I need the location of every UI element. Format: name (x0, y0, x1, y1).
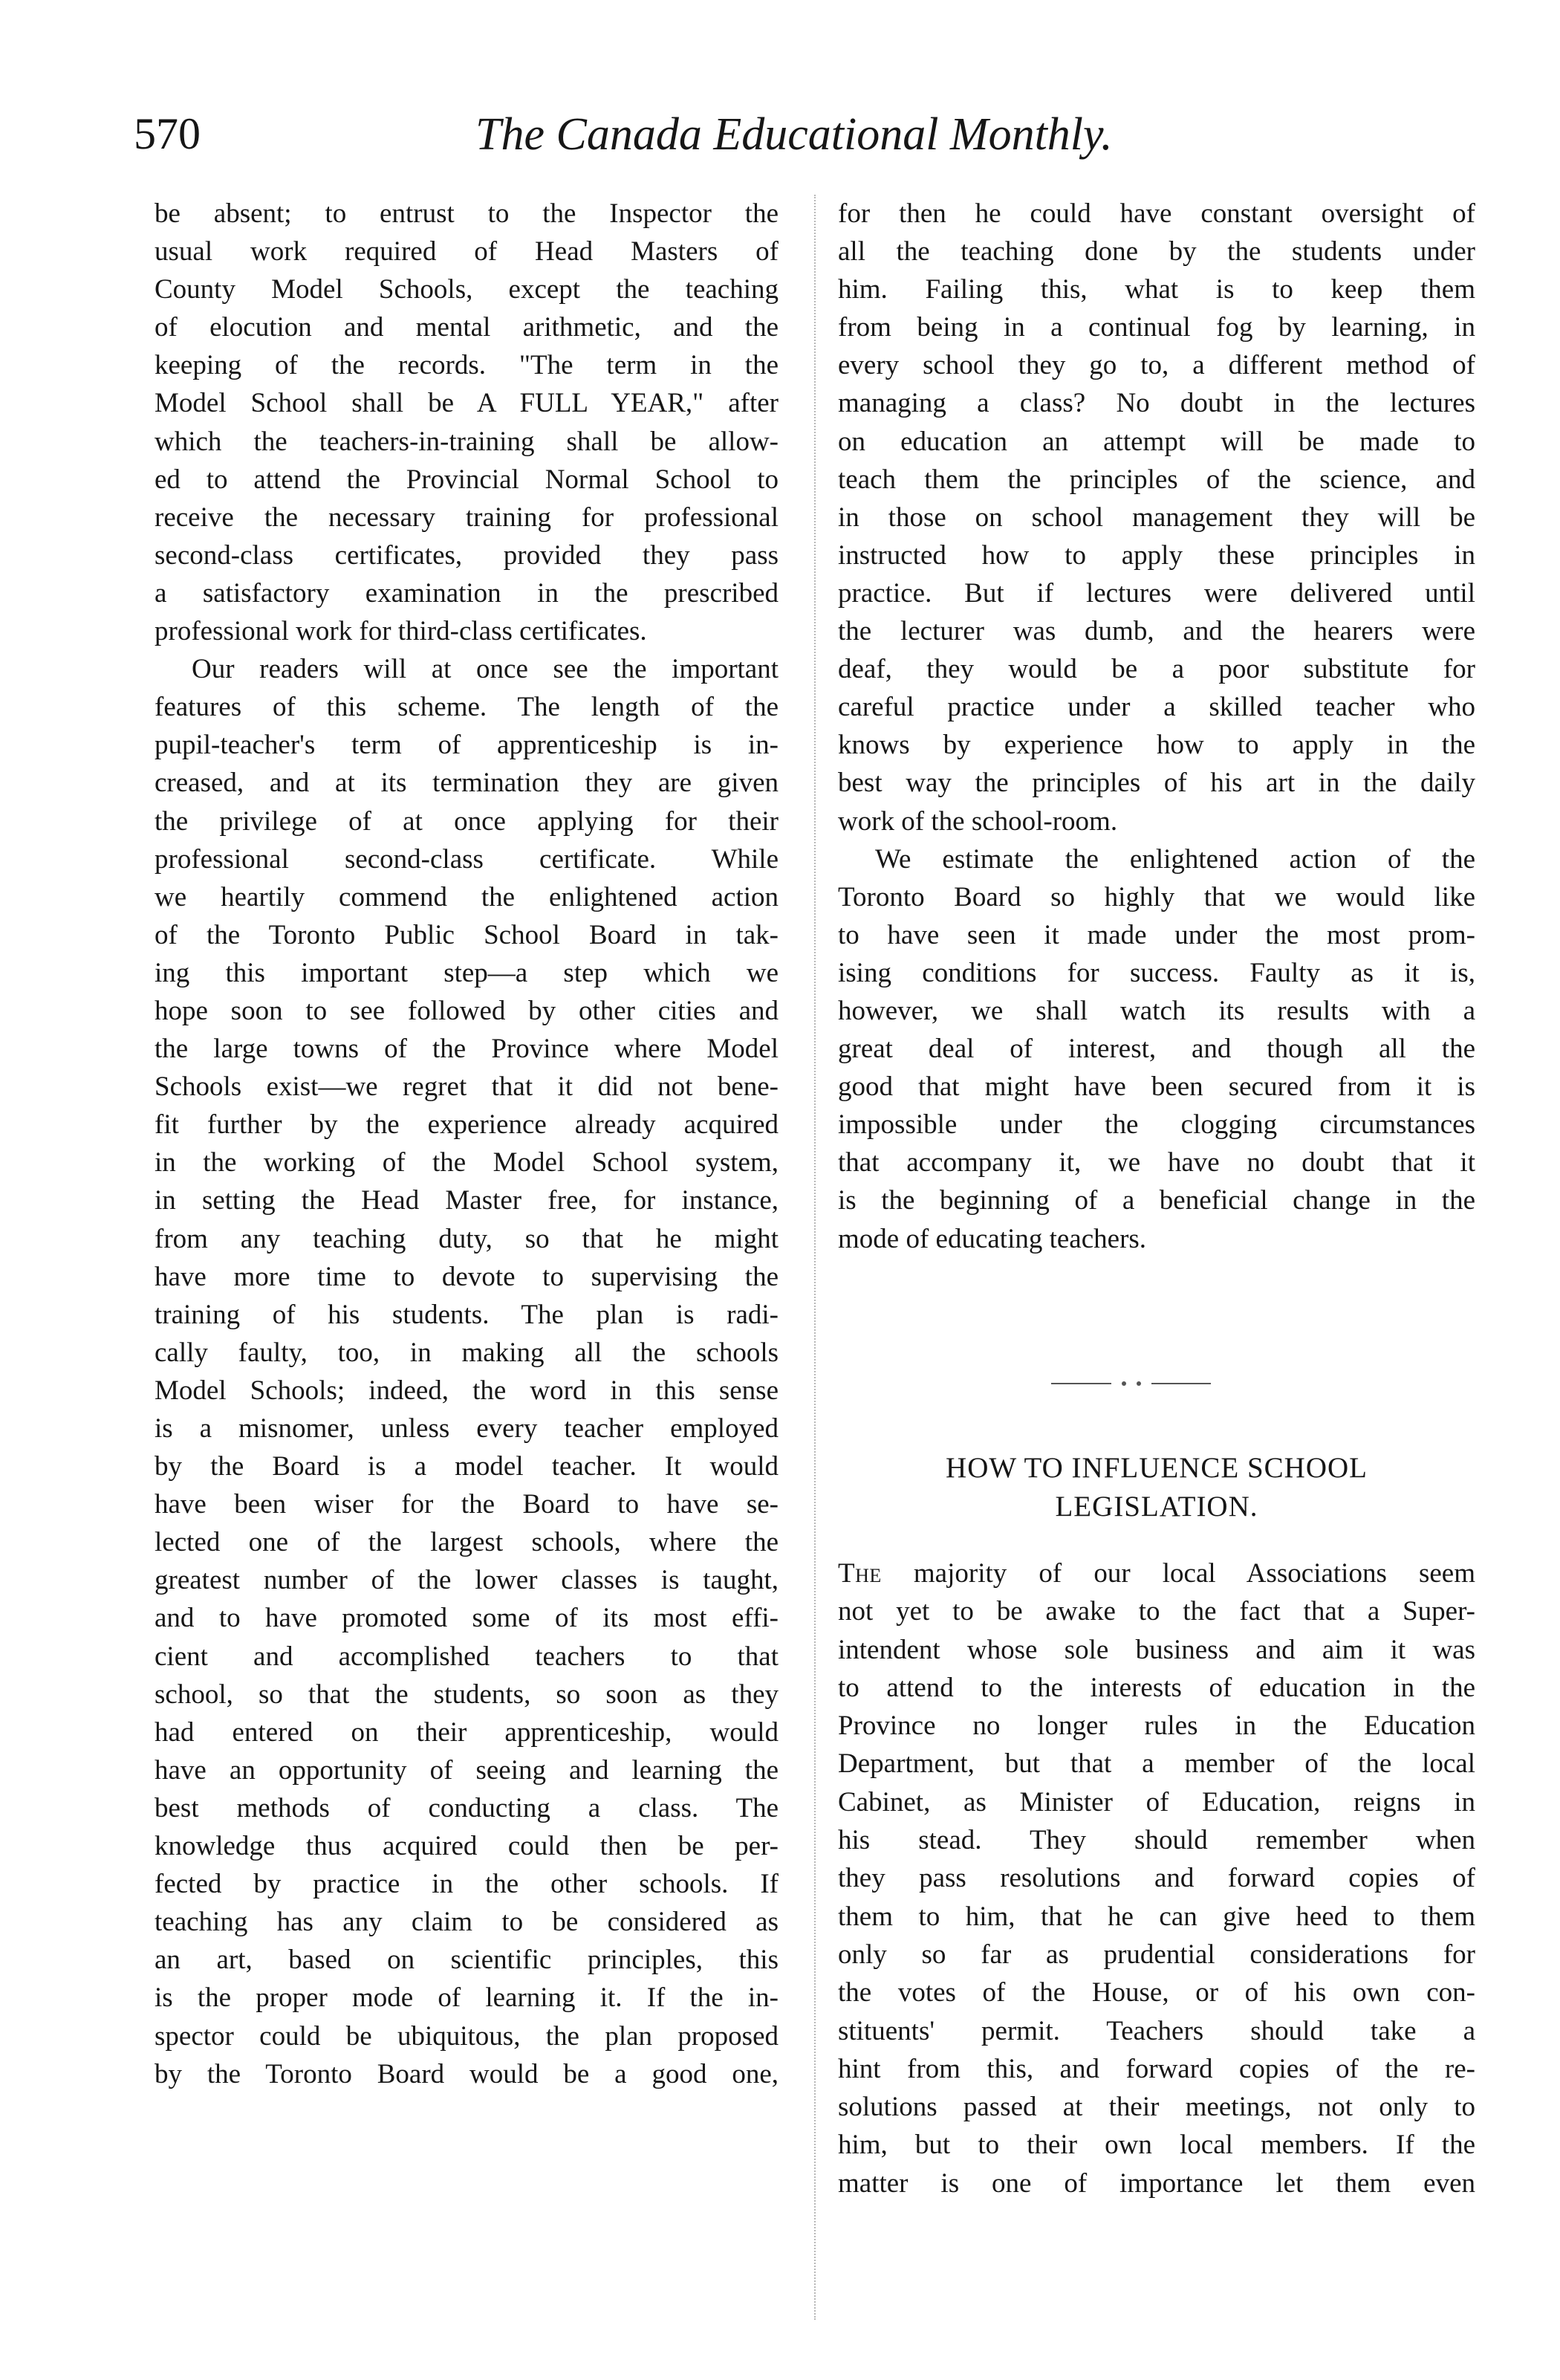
text-line: to attend to the interests of education in the (838, 1672, 1475, 1703)
text-line: knowledge thus acquired could then be per- (155, 1831, 779, 1862)
ornament-dot (1137, 1381, 1141, 1386)
right-paragraph-2 (838, 840, 1475, 1258)
text-line: usual work required of Head Masters of (155, 236, 779, 267)
section-ornament (1051, 1371, 1211, 1396)
text-line: impossible under the clogging circumstances (838, 1109, 1475, 1141)
text-line: matter is one of importance let them even (838, 2167, 1475, 2199)
text-line: however, we shall watch its results with a (838, 995, 1475, 1026)
column-divider (814, 195, 816, 2320)
text-line: Schools exist—we regret that it did not bene- (155, 1071, 779, 1103)
text-line: instructed how to apply these principles in (838, 539, 1475, 571)
text-line: have an opportunity of seeing and learning the (155, 1754, 779, 1786)
ornament-rule (1051, 1383, 1111, 1384)
text-line: Department, but that a member of the local (838, 1748, 1475, 1780)
text-line: and to have promoted some of its most effi- (155, 1603, 779, 1634)
text-line: from being in a continual fog by learning, in (838, 312, 1475, 343)
ornament-rule (1151, 1383, 1212, 1384)
text-line: not yet to be awake to the fact that a Super- (838, 1596, 1475, 1627)
text-line: teaching has any claim to be considered as (155, 1907, 779, 1938)
text-line: majority of our local Associations seem (913, 1558, 1475, 1589)
text-line: best way the principles of his art in the daily (838, 768, 1475, 799)
text-line: is the proper mode of learning it. If the in- (155, 1982, 779, 2014)
text-line: by the Toronto Board would be a good one, (155, 2058, 779, 2089)
text-line: in those on school management they will be (838, 502, 1475, 533)
text-line: him. Failing this, what is to keep them (838, 274, 1475, 305)
text-line: on education an attempt will be made to (838, 426, 1475, 457)
text-line: that accompany it, we have no doubt that it (838, 1147, 1475, 1178)
text-line: Our readers will at once see the important (192, 654, 779, 685)
text-line: ed to attend the Provincial Normal School to (155, 464, 779, 495)
text-line: the large towns of the Province where Model (155, 1034, 779, 1065)
text-line: only so far as prudential considerations for (838, 1939, 1475, 1970)
running-title: The Canada Educational Monthly. (475, 109, 1113, 160)
page-number: 570 (134, 109, 201, 158)
text-line: be absent; to entrust to the Inspector the (155, 198, 779, 229)
section-first-word: The (838, 1558, 882, 1589)
text-line: a satisfactory examination in the prescribed (155, 577, 779, 609)
text-line: best methods of conducting a class. The (155, 1792, 779, 1823)
text-line: features of this scheme. The length of the (155, 692, 779, 723)
text-line: cally faulty, too, in making all the schools (155, 1337, 779, 1368)
text-line: him, but to their own local members. If the (838, 2130, 1475, 2161)
text-line: ing this important step—a step which we (155, 957, 779, 988)
text-line: fected by practice in the other schools. If (155, 1869, 779, 1900)
ornament-dot (1122, 1381, 1126, 1386)
text-line: teach them the principles of the science, and (838, 464, 1475, 495)
text-line: fit further by the experience already acquired (155, 1109, 779, 1141)
text-line: deaf, they would be a poor substitute for (838, 654, 1475, 685)
text-line-first (838, 1554, 1475, 1592)
text-line: managing a class? No doubt in the lectures (838, 388, 1475, 419)
text-line: mode of educating teachers. (838, 1223, 1147, 1254)
text-line: intendent whose sole business and aim it was (838, 1634, 1475, 1665)
text-line: stituents' permit. Teachers should take a (838, 2015, 1475, 2046)
text-line: receive the necessary training for professional (155, 502, 779, 533)
section-heading (838, 1449, 1475, 1526)
text-line: have been wiser for the Board to have se- (155, 1489, 779, 1520)
text-line: which the teachers-in-training shall be allow- (155, 426, 779, 457)
text-line: greatest number of the lower classes is taught, (155, 1565, 779, 1596)
text-line: We estimate the enlightened action of the (875, 843, 1475, 875)
text-line: had entered on their apprenticeship, would (155, 1716, 779, 1748)
text-line: keeping of the records. "The term in the (155, 350, 779, 381)
text-line: of the Toronto Public School Board in tak- (155, 919, 779, 950)
text-line: we heartily commend the enlightened action (155, 881, 779, 912)
text-line: to have seen it made under the most prom- (838, 919, 1475, 950)
text-line: cient and accomplished teachers to that (155, 1641, 779, 1672)
right-column (838, 195, 1475, 1258)
text-line: for then he could have constant oversight of (838, 198, 1475, 229)
text-line: the privilege of at once applying for their (155, 805, 779, 837)
heading-line: HOW TO INFLUENCE SCHOOL (946, 1452, 1368, 1484)
text-line: is a misnomer, unless every teacher employed (155, 1413, 779, 1444)
text-line: lected one of the largest schools, where the (155, 1527, 779, 1558)
text-line: hint from this, and forward copies of the re- (838, 2053, 1475, 2084)
left-column (155, 195, 779, 2093)
text-line: by the Board is a model teacher. It would (155, 1451, 779, 1482)
text-line: an art, based on scientific principles, this (155, 1945, 779, 1976)
text-line: spector could be ubiquitous, the plan proposed (155, 2020, 779, 2052)
text-line: of elocution and mental arithmetic, and the (155, 312, 779, 343)
text-line: have more time to devote to supervising the (155, 1261, 779, 1292)
text-line: professional work for third-class certificates. (155, 616, 647, 647)
text-line: Toronto Board so highly that we would like (838, 881, 1475, 912)
text-line: ising conditions for success. Faulty as it is, (838, 957, 1475, 988)
text-line: Model School shall be A FULL YEAR," after (155, 388, 779, 419)
section-body (838, 1554, 1475, 2202)
text-line: hope soon to see followed by other cities and (155, 995, 779, 1026)
left-paragraph-1 (155, 195, 779, 650)
text-line: great deal of interest, and though all the (838, 1034, 1475, 1065)
text-line: Model Schools; indeed, the word in this sense (155, 1375, 779, 1406)
text-line: practice. But if lectures were delivered until (838, 577, 1475, 609)
left-paragraph-2 (155, 650, 779, 2093)
text-line: training of his students. The plan is radi- (155, 1299, 779, 1330)
text-line: work of the school-room. (838, 805, 1118, 837)
text-line: careful practice under a skilled teacher who (838, 692, 1475, 723)
text-line: the lecturer was dumb, and the hearers were (838, 616, 1475, 647)
text-line: all the teaching done by the students under (838, 236, 1475, 267)
text-line: in the working of the Model School system, (155, 1147, 779, 1178)
text-line: in setting the Head Master free, for instance, (155, 1185, 779, 1216)
text-line: County Model Schools, except the teaching (155, 274, 779, 305)
text-line: pupil-teacher's term of apprenticeship is in- (155, 730, 779, 761)
text-line: them to him, that he can give heed to them (838, 1901, 1475, 1932)
text-line: knows by experience how to apply in the (838, 730, 1475, 761)
text-line: his stead. They should remember when (838, 1825, 1475, 1856)
text-line: creased, and at its termination they are given (155, 768, 779, 799)
text-line: Cabinet, as Minister of Education, reigns in (838, 1786, 1475, 1818)
text-line: Province no longer rules in the Education (838, 1711, 1475, 1742)
text-line: solutions passed at their meetings, not only to (838, 2092, 1475, 2123)
text-line: they pass resolutions and forward copies of (838, 1863, 1475, 1894)
text-line: from any teaching duty, so that he might (155, 1223, 779, 1254)
text-line: is the beginning of a beneficial change in the (838, 1185, 1475, 1216)
text-line: good that might have been secured from it is (838, 1071, 1475, 1103)
heading-line: LEGISLATION. (1055, 1491, 1258, 1523)
text-line: every school they go to, a different method of (838, 350, 1475, 381)
text-line: professional second-class certificate. While (155, 843, 779, 875)
text-line: the votes of the House, or of his own con- (838, 1977, 1475, 2008)
right-paragraph-1 (838, 195, 1475, 840)
text-line: school, so that the students, so soon as they (155, 1679, 779, 1710)
text-line: second-class certificates, provided they pass (155, 539, 779, 571)
